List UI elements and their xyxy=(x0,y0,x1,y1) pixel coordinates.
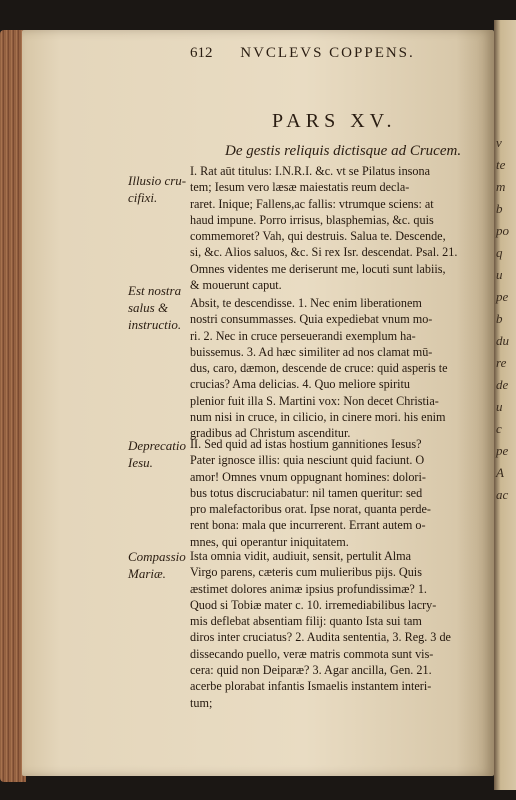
section-title: PARS XV. xyxy=(272,110,397,132)
text-line: II. Sed quid ad istas hostium gannitiones Iesus? xyxy=(190,437,422,451)
section-subtitle: De gestis reliquis dictisque ad Crucem. xyxy=(225,143,462,159)
text-line: æstimet dolores animæ ipsius profundissimæ? 1. xyxy=(190,581,427,596)
margin-note-line: Iesu. xyxy=(128,455,153,470)
margin-note-compassio xyxy=(128,548,186,582)
margin-note-line: salus & xyxy=(128,300,169,315)
text-line: haud impune. Porro irrisus, blasphemias, &c. quis xyxy=(190,212,434,227)
facing-page-fragment: du xyxy=(496,333,509,348)
text-line: I. Rat aūt titulus: I.N.R.I. &c. vt se Pilatus insona xyxy=(190,164,431,178)
text-line: tum; xyxy=(190,695,213,710)
facing-page-fragment: po xyxy=(496,223,509,238)
facing-page-fragment: u xyxy=(496,399,503,414)
text-line: num nisi in cruce, in cilicio, in cinere mori. his enim xyxy=(190,410,446,425)
margin-note-deprecatio xyxy=(128,437,186,471)
facing-page-fragment: u xyxy=(496,267,503,282)
text-line: dus, caro, dæmon, descende de cruce: quid asperis te xyxy=(190,361,448,376)
text-line: Pater ignosce illis: quia nesciunt quid faciunt. O xyxy=(190,453,425,468)
facing-page-fragment: pe xyxy=(496,443,509,458)
facing-page-fragment: te xyxy=(496,157,506,172)
paragraph-4 xyxy=(190,548,478,711)
text-line: Virgo parens, cæteris cum mulieribus pijs. Quis xyxy=(190,565,422,580)
running-title: NVCLEVS COPPENS. xyxy=(240,45,415,61)
text-line: pro malefactoribus orat. Ipse norat, quanta perde- xyxy=(190,502,431,517)
facing-page-strip xyxy=(494,20,516,790)
text-line: gradibus ad Christum ascenditur. xyxy=(190,426,351,441)
text-line: mnes, qui operantur iniquitatem. xyxy=(190,534,349,549)
margin-note-line: instructio. xyxy=(128,317,182,332)
margin-note-nostra xyxy=(128,282,181,333)
margin-note-line: cifixi. xyxy=(128,190,158,205)
margin-note-line: Illusio cru- xyxy=(128,173,187,188)
facing-page-fragment: b xyxy=(496,311,503,326)
facing-page-fragment: m xyxy=(496,179,506,194)
text-line: si, &c. Alios saluos, &c. Si rex Isr. descendat. Psal. 21. xyxy=(190,245,458,260)
text-line: rent bona: mala que incurrerent. Errant autem o- xyxy=(190,518,426,533)
facing-page-fragment: de xyxy=(496,377,509,392)
text-line: Omnes videntes me deriserunt me, locuti sunt labiis, xyxy=(190,261,446,276)
text-line: tem; Iesum vero læsæ maiestatis reum decla- xyxy=(190,180,410,195)
paragraph-2 xyxy=(190,295,478,442)
facing-page-fragment: v xyxy=(496,135,502,150)
facing-page-fragment: c xyxy=(496,421,502,436)
paragraph-3 xyxy=(190,436,478,550)
text-line: nostri consummasses. Quia expediebat vnum mo- xyxy=(190,312,433,327)
facing-page-fragment: q xyxy=(496,245,503,260)
text-line: buissemus. 3. Ad hæc similiter ad nos clamat mū- xyxy=(190,344,433,359)
paragraph-1 xyxy=(190,163,478,293)
text-line: bus totus discruciabatur: nil tamen queritur: sed xyxy=(190,485,423,500)
text-line: mis deflebat absentiam filij: quanto Ista sui tam xyxy=(190,614,422,629)
margin-note-line: Deprecatio xyxy=(128,438,186,453)
text-line: ri. 2. Nec in cruce perseuerandi exemplum ha- xyxy=(190,328,416,343)
text-line: diros inter cruciatus? 2. Audita sententia, 3. Reg. 3 de xyxy=(190,630,451,645)
page-number: 612 xyxy=(190,45,213,61)
text-line: Ista omnia vidit, audiuit, sensit, pertulit Alma xyxy=(190,549,412,563)
facing-page-fragment: ac xyxy=(496,487,509,502)
text-line: amor! Omnes vnum oppugnant homines: dolori- xyxy=(190,469,426,484)
running-header xyxy=(190,45,415,62)
text-line: Quod si Tobiæ mater c. 10. irremediabilibus lacry- xyxy=(190,597,437,612)
text-line: dissecando puello, veræ matris commota sunt vis- xyxy=(190,646,434,661)
facing-page-fragment: b xyxy=(496,201,503,216)
margin-note-line: Est nostra xyxy=(128,283,182,298)
text-line: commemoret? Vah, qui destruis. Salua te. Descende, xyxy=(190,229,446,244)
text-line: plenior fuit illa S. Martini vox: Non decet Christia- xyxy=(190,393,439,408)
text-line: & mouerunt caput. xyxy=(190,278,282,293)
facing-page-fragment: A xyxy=(496,465,504,480)
text-line: cera: quid non Deiparæ? 3. Agar ancilla, Gen. 21. xyxy=(190,663,432,678)
text-line: Absit, te descendisse. 1. Nec enim liberationem xyxy=(190,296,422,310)
text-line: crucias? Ama delicias. 4. Quo meliore spiritu xyxy=(190,377,410,392)
facing-page-fragment: re xyxy=(496,355,507,370)
margin-note-line: Compassio xyxy=(128,549,186,564)
facing-page-fragment: pe xyxy=(496,289,509,304)
margin-note-line: Mariæ. xyxy=(128,566,166,581)
text-line: raret. Inique; Fallens,ac fallis: vtrumque sciens: at xyxy=(190,196,434,211)
text-line: acerbe plorabat infantis Ismaelis instantem interi- xyxy=(190,679,432,694)
margin-note-illusio xyxy=(128,172,186,206)
